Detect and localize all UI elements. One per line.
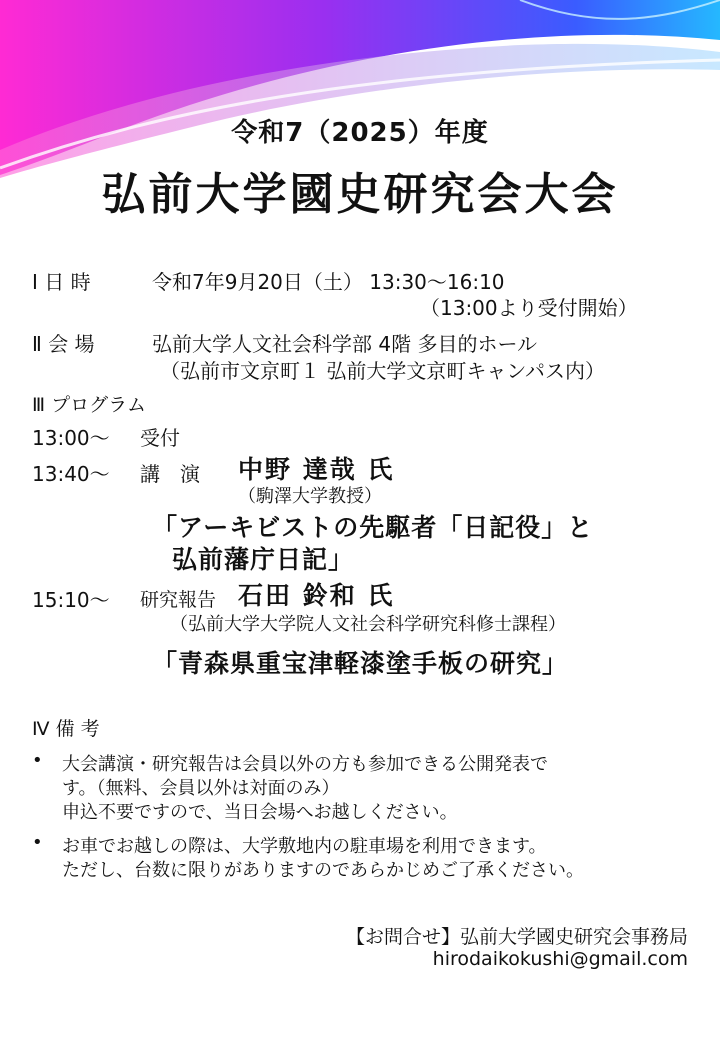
program-time-2: 13:40〜 [32,462,110,486]
date-value: 令和7年9月20日（土） 13:30〜16:10 [152,270,505,294]
notes-label: Ⅳ 備 考 [32,718,100,740]
reception-note: （13:00より受付開始） [420,296,638,320]
note-2-line-2: ただし、台数に限りがありますのであらかじめご了承ください。 [62,860,584,881]
note-1-line-1: 大会講演・研究報告は会員以外の方も参加できる公開発表で [62,754,548,775]
program-item-2: 講 演 [140,462,200,486]
venue-address: （弘前市文京町１ 弘前大学文京町キャンパス内） [160,359,605,383]
speaker-affiliation-2: （弘前大学大学院人文社会科学研究科修士課程） [170,614,566,635]
program-time-1: 13:00〜 [32,426,110,450]
contact-organization: 【お問合せ】弘前大学國史研究会事務局 [345,926,688,948]
program-item-3: 研究報告 [140,589,217,611]
bullet-icon: • [32,832,43,853]
program-item-1: 受付 [140,426,180,450]
speaker-name-2: 石田 鈴和 氏 [238,581,395,610]
bullet-icon: • [32,750,43,771]
note-2-line-1: お車でお越しの際は、大学敷地内の駐車場を利用できます。 [62,836,547,857]
program-label: Ⅲ プログラム [32,394,146,416]
report-title: 「青森県重宝津軽漆塗手板の研究」 [152,649,569,678]
venue-label: Ⅱ 会 場 [32,332,95,356]
contact-email[interactable]: hirodaikokushi@gmail.com [432,948,688,970]
venue-value: 弘前大学人文社会科学部 4階 多目的ホール [152,332,538,356]
program-time-3: 15:10〜 [32,588,110,612]
lecture-title-line-1: 「アーキビストの先駆者「日記役」と [152,513,594,542]
note-1-line-2: す。（無料、会員以外は対面のみ） [62,778,340,799]
decorative-banner [0,0,720,180]
lecture-title-line-2: 弘前藩庁日記」 [172,545,355,574]
note-1-line-3: 申込不要ですので、当日会場へお越しください。 [62,802,458,823]
speaker-name-1: 中野 達哉 氏 [238,455,395,484]
speaker-affiliation-1: （駒澤大学教授） [238,486,382,507]
date-label: Ⅰ 日 時 [32,270,91,294]
page-title: 弘前大学國史研究会大会 [101,169,619,220]
fiscal-year: 令和7（2025）年度 [231,118,489,148]
